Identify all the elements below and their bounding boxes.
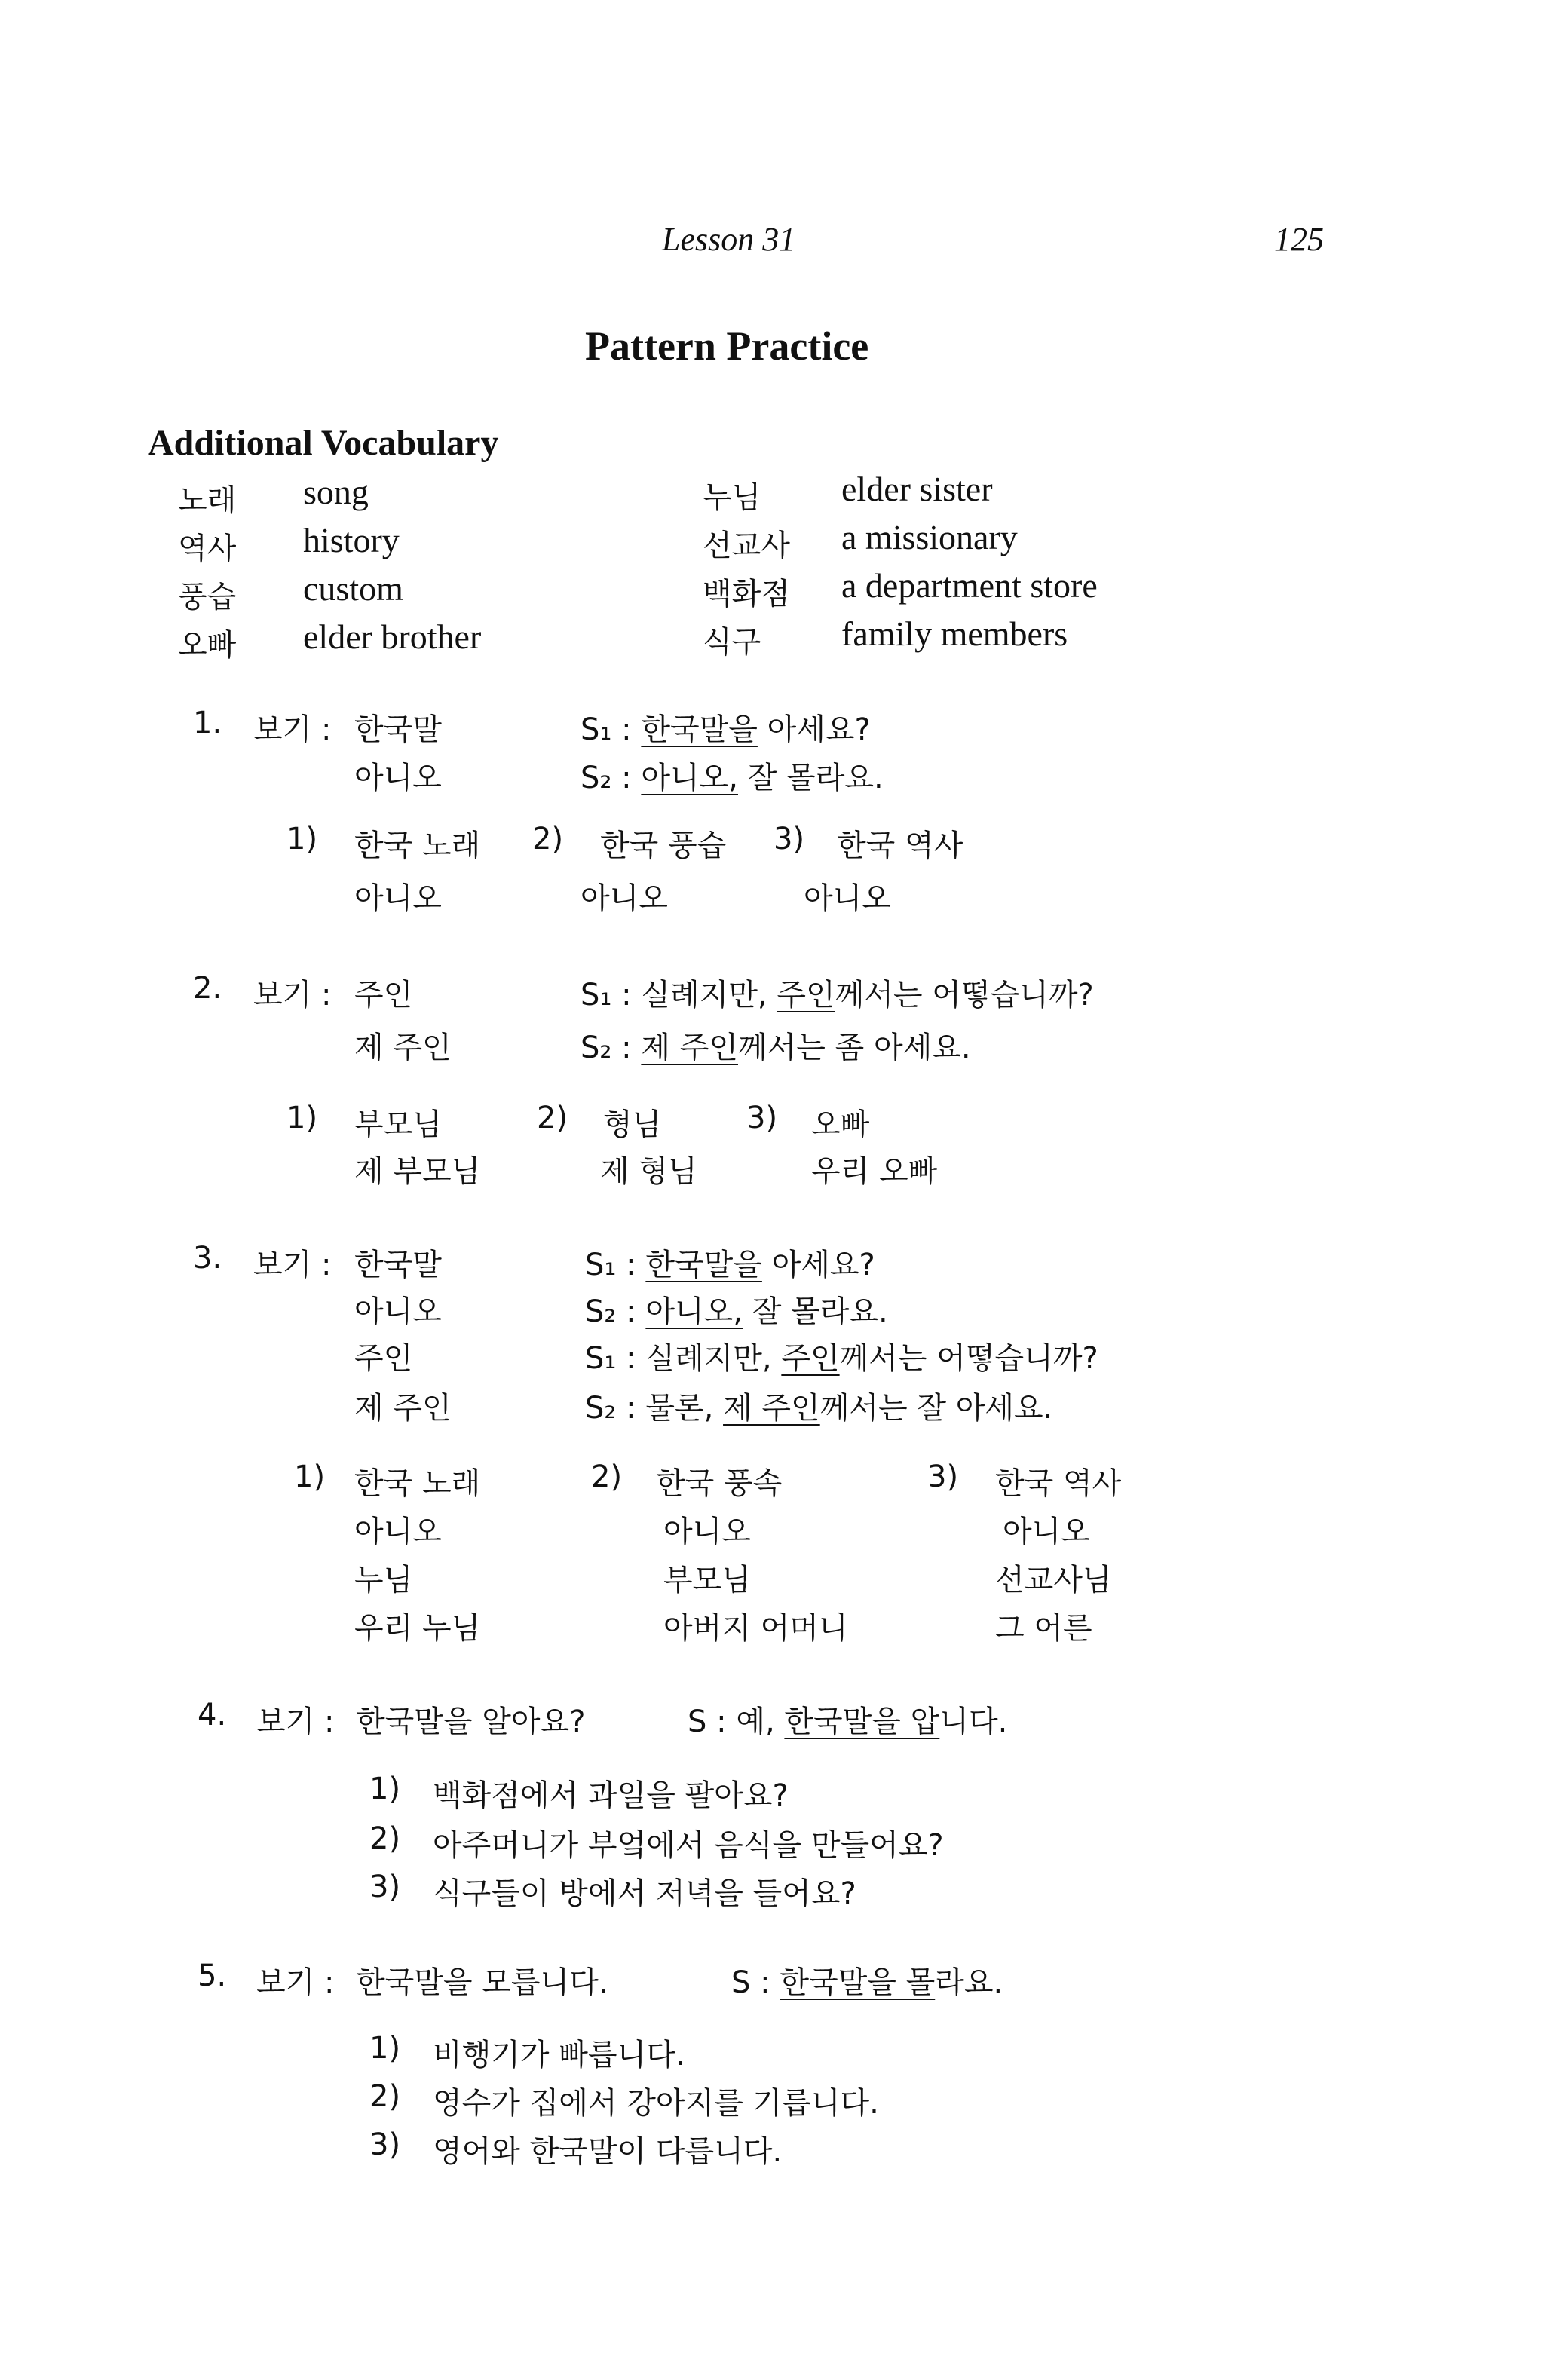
item-phrase: 한국 노래	[354, 829, 481, 863]
item-line: 아버지 어머니	[663, 1611, 848, 1646]
sentence-rest: 께서는 어떻습니까?	[835, 978, 1094, 1012]
item-answer: 아니오	[354, 881, 442, 916]
item-sentence: 영어와 한국말이 다릅니다.	[433, 2134, 783, 2169]
vocab-english: song	[303, 473, 369, 511]
sentence-s2	[585, 1288, 888, 1331]
vocabulary-heading: Additional Vocabulary	[148, 423, 499, 463]
cue-word: 제 주인	[354, 1391, 452, 1426]
underlined-phrase: 한국말을	[645, 1248, 762, 1282]
underlined-phrase: 한국말을 압	[784, 1705, 940, 1739]
item-answer: 우리 오빠	[811, 1154, 938, 1189]
item-phrase: 형님	[603, 1107, 662, 1142]
item-number: 1)	[369, 2031, 401, 2066]
item-line: 부모님	[663, 1563, 751, 1597]
underlined-phrase: 주인	[781, 1341, 840, 1376]
cue-word: 제 주인	[354, 1031, 452, 1065]
exercise-number: 5.	[198, 1959, 227, 1993]
item-number: 3)	[746, 1101, 778, 1135]
item-number: 3)	[369, 2127, 401, 2162]
sentence-s	[731, 1959, 1003, 2002]
cue-word: 주인	[354, 1341, 413, 1376]
item-number: 2)	[532, 822, 564, 856]
vocab-english: family members	[841, 614, 1068, 653]
sentence-rest: 께서는 어떻습니까?	[839, 1341, 1098, 1376]
item-sentence: 식구들이 방에서 저녁을 들어요?	[433, 1876, 856, 1911]
sentence-pre: 실례지만,	[641, 978, 777, 1012]
speaker-label: S₁ :	[581, 978, 632, 1012]
sentence-rest: 잘 몰라요.	[742, 1294, 888, 1329]
item-number: 2)	[369, 2079, 401, 2114]
item-line: 아니오	[1003, 1515, 1090, 1549]
sentence-rest: 라요.	[935, 1965, 1003, 2000]
item-sentence: 아주머니가 부엌에서 음식을 만들어요?	[433, 1828, 944, 1863]
cue-word: 아니오	[354, 761, 442, 795]
exercise-number: 2.	[193, 971, 222, 1006]
sentence-pre: 물론,	[645, 1391, 724, 1426]
cue-word: 한국말	[354, 712, 442, 747]
item-answer: 아니오	[581, 881, 668, 916]
item-line: 한국 역사	[995, 1466, 1122, 1501]
item-sentence: 영수가 집에서 강아지를 기릅니다.	[433, 2086, 879, 2121]
item-answer: 제 형님	[600, 1154, 697, 1189]
vocab-korean: 풍습	[178, 580, 237, 614]
item-number: 1)	[294, 1460, 326, 1494]
item-number: 1)	[286, 822, 318, 856]
speaker-label: S₂ :	[581, 1031, 632, 1065]
bogi-label: 보기 :	[253, 978, 332, 1012]
bogi-label: 보기 :	[256, 1965, 335, 2000]
underlined-phrase: 아니오,	[645, 1294, 743, 1329]
speaker-label: S₁ :	[581, 712, 632, 747]
sentence-s1	[585, 1241, 875, 1284]
vocab-korean: 백화점	[703, 577, 790, 611]
cue-word: 아니오	[354, 1294, 442, 1329]
item-phrase: 오빠	[811, 1107, 870, 1142]
item-line: 아니오	[663, 1515, 751, 1549]
vocab-english: elder brother	[303, 617, 482, 656]
item-answer: 제 부모님	[354, 1154, 481, 1189]
item-phrase: 한국 역사	[837, 829, 963, 863]
underlined-phrase: 제 주인	[723, 1391, 820, 1426]
item-number: 3)	[774, 822, 805, 856]
speaker-label: S₁ :	[585, 1248, 636, 1282]
item-answer: 아니오	[804, 881, 891, 916]
sentence-rest: 께서는 잘 아세요.	[819, 1391, 1053, 1426]
exercise-number: 4.	[198, 1698, 227, 1732]
item-number: 1)	[369, 1772, 401, 1806]
sentence-rest: 께서는 좀 아세요.	[737, 1031, 971, 1065]
bogi-label: 보기 :	[253, 712, 332, 747]
vocab-korean: 노래	[178, 483, 237, 518]
vocab-korean: 선교사	[703, 528, 790, 563]
sentence-rest: 잘 몰라요.	[737, 761, 884, 795]
item-line: 선교사님	[995, 1563, 1112, 1597]
sentence-s1	[581, 971, 1094, 1014]
sentence-s2	[585, 1384, 1052, 1427]
speaker-label: S₂ :	[585, 1294, 636, 1329]
speaker-label: S :	[688, 1705, 727, 1739]
underlined-phrase: 제 주인	[641, 1031, 738, 1065]
underlined-phrase: 주인	[777, 978, 835, 1012]
vocab-english: a missionary	[841, 518, 1018, 556]
sentence-s	[688, 1698, 1007, 1741]
sentence-s2	[581, 1024, 971, 1067]
vocab-korean: 누님	[703, 480, 761, 515]
item-line: 한국 풍속	[656, 1466, 783, 1501]
item-number: 3)	[927, 1460, 959, 1494]
vocab-english: custom	[303, 569, 403, 608]
item-sentence: 백화점에서 과일을 팔아요?	[433, 1778, 789, 1813]
page-number: 125	[1274, 221, 1324, 258]
cue-word: 한국말	[354, 1248, 442, 1282]
sentence-s1	[581, 706, 871, 749]
item-number: 2)	[537, 1101, 568, 1135]
speaker-label: S₂ :	[581, 761, 632, 795]
item-line: 우리 누님	[354, 1611, 481, 1646]
vocab-korean: 오빠	[178, 628, 237, 663]
cue-sentence: 한국말을 알아요?	[356, 1705, 586, 1739]
exercise-number: 1.	[193, 706, 222, 740]
sentence-s2	[581, 754, 884, 797]
running-header: Lesson 31	[662, 221, 796, 258]
cue-word: 주인	[354, 978, 413, 1012]
cue-sentence: 한국말을 모릅니다.	[356, 1965, 608, 2000]
item-line: 한국 노래	[354, 1466, 481, 1501]
vocab-korean: 식구	[703, 625, 761, 660]
item-phrase: 한국 풍습	[600, 829, 727, 863]
vocab-korean: 역사	[178, 531, 237, 566]
bogi-label: 보기 :	[256, 1705, 335, 1739]
sentence-rest: 니다.	[939, 1705, 1008, 1739]
section-title: Pattern Practice	[585, 323, 869, 369]
sentence-rest: 아세요?	[761, 1248, 875, 1282]
underlined-phrase: 한국말을	[641, 712, 758, 747]
speaker-label: S :	[731, 1965, 770, 2000]
item-number: 3)	[369, 1870, 401, 1904]
sentence-s1	[585, 1334, 1098, 1377]
vocab-english: elder sister	[841, 470, 993, 508]
underlined-phrase: 아니오,	[641, 761, 738, 795]
item-sentence: 비행기가 빠릅니다.	[433, 2038, 685, 2072]
exercise-number: 3.	[193, 1241, 222, 1276]
sentence-rest: 아세요?	[757, 712, 871, 747]
vocab-english: a department store	[841, 566, 1098, 605]
item-number: 2)	[369, 1821, 401, 1856]
underlined-phrase: 한국말을 몰	[780, 1965, 936, 2000]
item-number: 2)	[591, 1460, 623, 1494]
vocab-english: history	[303, 521, 400, 559]
sentence-pre: 예,	[736, 1705, 785, 1739]
item-phrase: 부모님	[354, 1107, 442, 1142]
sentence-pre: 실례지만,	[645, 1341, 782, 1376]
bogi-label: 보기 :	[253, 1248, 332, 1282]
item-line: 누님	[354, 1563, 413, 1597]
speaker-label: S₂ :	[585, 1391, 636, 1426]
item-line: 아니오	[354, 1515, 442, 1549]
item-line: 그 어른	[995, 1611, 1092, 1646]
item-number: 1)	[286, 1101, 318, 1135]
speaker-label: S₁ :	[585, 1341, 636, 1376]
